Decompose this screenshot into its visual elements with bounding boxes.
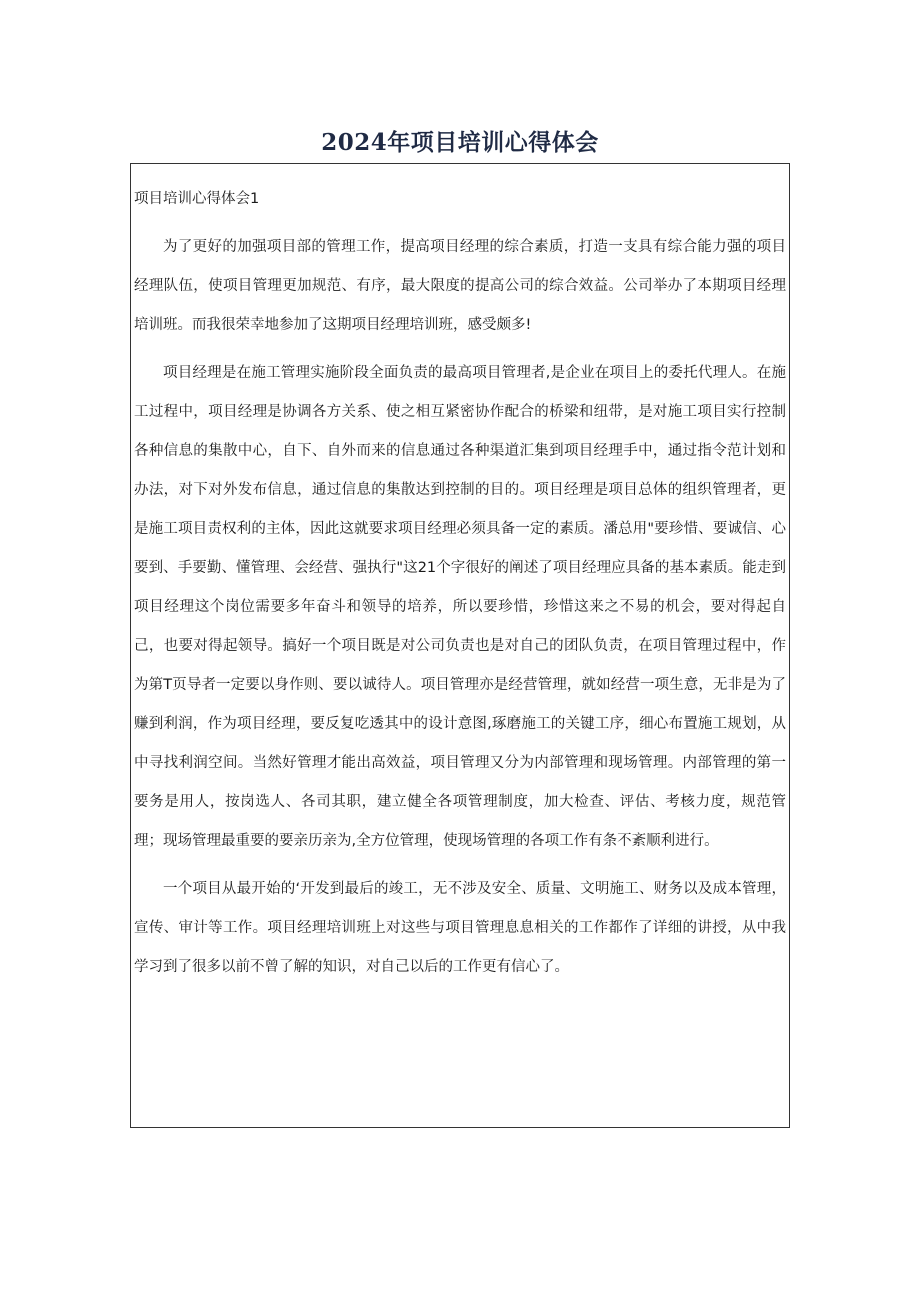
- body-text: [134, 228, 786, 996]
- section-heading: 项目培训心得体会1: [134, 191, 260, 207]
- document-title: 2024年项目培训心得体会: [321, 129, 599, 157]
- paragraph: 为了更好的加强项目部的管理工作，提高项目经理的综合素质，打造一支具有综合能力强的项目经理队伍，使项目管理更加规范、有序，最大限度的提高公司的综合效益。公司举办了本期项目经理培训班。而我很荣幸地参加了这期项目经理培训班，感受颇多!: [134, 239, 786, 333]
- paragraph: 一个项目从最开始的‘开发到最后的竣工，无不涉及安全、质量、文明施工、财务以及成本管理，宣传、审计等工作。项目经理培训班上对这些与项目管理息息相关的工作都作了详细的讲授，从中我学习到了很多以前不曾了解的知识，对自己以后的工作更有信心了。: [134, 880, 786, 975]
- content-box: [130, 163, 790, 1128]
- paragraph: 项目经理是在施工管理实施阶段全面负责的最高项目管理者,是企业在项目上的委托代理人。在施工过程中，项目经理是协调各方关系、使之相互紧密协作配合的桥梁和纽带，是对施工项目实行控制各种信息的集散中心，自下、自外而来的信息通过各种渠道汇集到项目经理手中，通过指令范计划和办法，对下对外发布信息，通过信息的集散达到控制的目的。项目经理是项目总体的组织管理者，更是施工项目责权利的主体，因此这就要求项目经理必须具备一定的素质。潘总用"要珍惜、要诚信、心要到、手要勤、懂管理、会经营、强执行"这21个字很好的阐述了项目经理应具备的基本素质。能走到项目经理这个岗位需要多年奋斗和领导的培养，所以要珍惜，珍惜这来之不易的机会，要对得起自己，也要对得起领导。搞好一个项目既是对公司负责也是对自己的团队负责，在项目管理过程中，作为第T页导者一定要以身作则、要以诚待人。项目管理亦是经营管理，就如经营一项生意，无非是为了赚到利润，作为项目经理，要反复吃透其中的设计意图,琢磨施工的关键工序，细心布置施工规划，从中寻找利润空间。当然好管理才能出高效益，项目管理又分为内部管理和现场管理。内部管理的第一要务是用人，按岗选人、各司其职，建立健全各项管理制度，加大检查、评估、考核力度，规范管理；现场管理最重要的要亲历亲为,全方位管理，使现场管理的各项工作有条不紊顺利进行。: [134, 364, 786, 849]
